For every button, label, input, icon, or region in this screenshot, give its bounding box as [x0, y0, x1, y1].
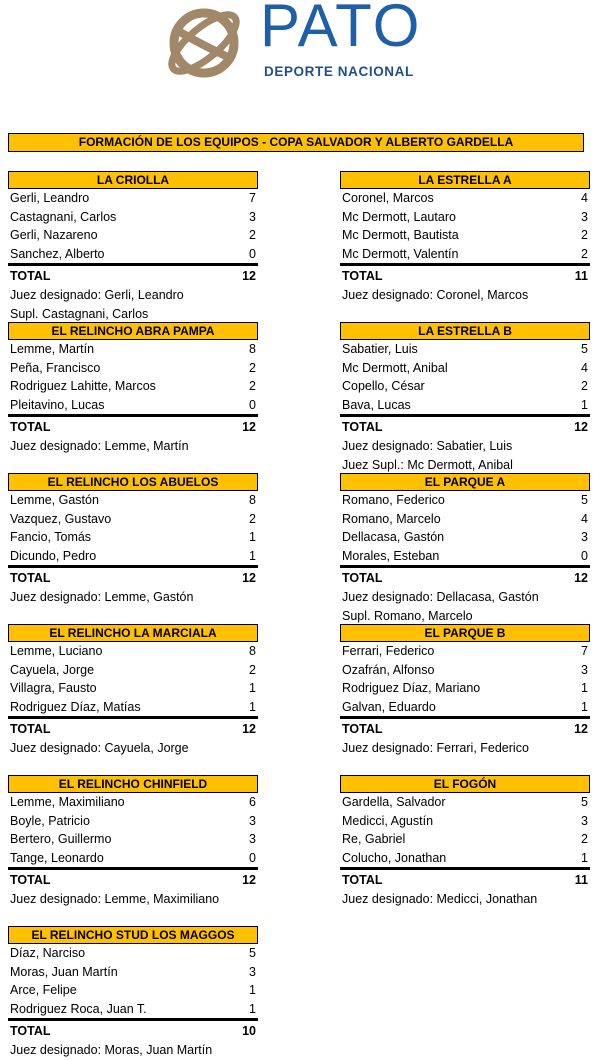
player-name: Morales, Esteban	[342, 548, 440, 563]
player-name: Tange, Leonardo	[10, 850, 104, 865]
player-value: 3	[581, 209, 588, 224]
total-label: TOTAL	[10, 1024, 51, 1039]
player-row	[340, 793, 590, 812]
substitute-note: Supl. Castagnani, Carlos	[10, 306, 149, 321]
player-name: Arce, Felipe	[10, 983, 77, 998]
player-value: 3	[581, 530, 588, 545]
total-label: TOTAL	[10, 873, 51, 888]
player-value: 7	[581, 644, 588, 658]
player-name: Colucho, Jonathan	[342, 850, 447, 865]
player-value: 3	[249, 813, 256, 828]
player-value: 3	[249, 964, 256, 979]
player-name: Lemme, Gastón	[10, 493, 99, 507]
judge-note: Juez designado: Dellacasa, Gastón	[342, 590, 539, 605]
judge-note: Juez designado: Medicci, Jonathan	[342, 892, 538, 907]
player-name: Gerli, Nazareno	[10, 228, 98, 243]
total-value: 12	[242, 873, 256, 888]
player-row	[8, 226, 258, 245]
player-row	[8, 510, 258, 529]
player-row	[8, 793, 258, 812]
player-value: 2	[581, 246, 588, 261]
player-value: 1	[249, 983, 256, 998]
page-title: FORMACIÓN DE LOS EQUIPOS - COPA SALVADOR Y ALBERTO GARDELLA	[8, 133, 584, 152]
player-row	[340, 661, 590, 680]
team-name: EL RELINCHO LA MARCIALA	[8, 624, 258, 642]
player-value: 1	[581, 681, 588, 696]
player-row	[8, 396, 258, 418]
player-row	[8, 812, 258, 831]
player-row	[340, 812, 590, 831]
judge-note: Juez designado: Cayuela, Jorge	[10, 741, 189, 756]
total-value: 12	[242, 269, 256, 284]
player-row	[340, 830, 590, 849]
team-name: LA ESTRELLA B	[340, 322, 590, 340]
player-row	[8, 642, 258, 661]
player-name: Lemme, Maximiliano	[10, 795, 125, 809]
player-value: 2	[249, 511, 256, 526]
player-row	[340, 510, 590, 529]
total-row	[8, 568, 258, 588]
player-value: 6	[249, 795, 256, 809]
player-value: 1	[581, 850, 588, 865]
team-el-relincho-abra-pampa	[8, 322, 258, 456]
player-value: 3	[581, 662, 588, 677]
player-name: Cayuela, Jorge	[10, 662, 95, 677]
total-row	[8, 1021, 258, 1041]
player-value: 8	[249, 493, 256, 507]
player-value: 1	[249, 530, 256, 545]
player-value: 2	[249, 662, 256, 677]
player-value: 0	[249, 850, 256, 865]
substitute-note: Supl. Romano, Marcelo	[342, 608, 473, 623]
player-row	[340, 642, 590, 661]
player-value: 1	[249, 548, 256, 563]
total-row	[340, 870, 590, 890]
player-row	[8, 491, 258, 510]
total-label: TOTAL	[342, 571, 383, 586]
player-name: Medicci, Agustín	[342, 813, 434, 828]
team-el-relincho-los-abuelos	[8, 473, 258, 607]
player-value: 5	[249, 946, 256, 960]
total-label: TOTAL	[10, 722, 51, 737]
player-row	[340, 396, 590, 418]
player-name: Ferrari, Federico	[342, 644, 435, 658]
player-value: 2	[581, 228, 588, 243]
total-value: 11	[574, 873, 588, 888]
total-label: TOTAL	[342, 722, 383, 737]
player-name: Gerli, Leandro	[10, 191, 90, 205]
player-name: Galvan, Eduardo	[342, 699, 436, 714]
player-value: 1	[581, 699, 588, 714]
player-name: Ozafrán, Alfonso	[342, 662, 435, 677]
player-row	[8, 340, 258, 359]
total-row	[8, 870, 258, 890]
total-row	[8, 266, 258, 286]
player-name: Mc Dermott, Lautaro	[342, 209, 456, 224]
team-name: EL PARQUE B	[340, 624, 590, 642]
total-value: 12	[242, 571, 256, 586]
team-el-relincho-la-marciala	[8, 624, 258, 758]
player-name: Copello, César	[342, 379, 425, 394]
judge-note: Juez designado: Sabatier, Luis	[342, 439, 513, 454]
judge-note: Juez designado: Coronel, Marcos	[342, 288, 529, 303]
player-row	[340, 849, 590, 871]
total-label: TOTAL	[10, 571, 51, 586]
total-label: TOTAL	[342, 420, 383, 435]
judge-note: Juez designado: Lemme, Martín	[10, 439, 189, 454]
player-value: 2	[249, 360, 256, 375]
player-row	[340, 245, 590, 267]
player-name: Moras, Juan Martín	[10, 964, 118, 979]
team-la-estrella-b	[340, 322, 590, 475]
player-name: Coronel, Marcos	[342, 191, 434, 205]
player-value: 5	[581, 795, 588, 809]
player-value: 1	[249, 699, 256, 714]
team-la-estrella-a	[340, 171, 590, 305]
player-row	[8, 528, 258, 547]
team-name: EL FOGÓN	[340, 775, 590, 793]
player-value: 2	[581, 832, 588, 847]
player-name: Sanchez, Alberto	[10, 246, 105, 261]
judge-note: Juez designado: Ferrari, Federico	[342, 741, 529, 756]
team-name: EL RELINCHO CHINFIELD	[8, 775, 258, 793]
player-value: 4	[581, 191, 588, 205]
player-row	[8, 359, 258, 378]
player-name: Re, Gabriel	[342, 832, 406, 847]
player-name: Rodriguez Díaz, Matías	[10, 699, 141, 714]
player-row	[8, 944, 258, 963]
total-row	[8, 417, 258, 437]
player-row	[8, 849, 258, 871]
team-el-fogon	[340, 775, 590, 909]
pato-ball-icon	[160, 2, 250, 84]
team-el-relincho-chinfield	[8, 775, 258, 909]
player-row	[340, 359, 590, 378]
logo-word: PATO	[260, 0, 422, 59]
player-row	[8, 981, 258, 1000]
player-value: 4	[581, 360, 588, 375]
player-name: Villagra, Fausto	[10, 681, 97, 696]
player-row	[340, 491, 590, 510]
total-value: 12	[574, 420, 588, 435]
player-row	[8, 963, 258, 982]
player-name: Romano, Federico	[342, 493, 445, 507]
player-value: 2	[249, 379, 256, 394]
team-name: LA ESTRELLA A	[340, 171, 590, 189]
player-row	[8, 208, 258, 227]
player-row	[8, 547, 258, 569]
total-value: 12	[574, 722, 588, 737]
player-row	[8, 377, 258, 396]
player-row	[8, 698, 258, 720]
player-name: Romano, Marcelo	[342, 511, 441, 526]
player-name: Bava, Lucas	[342, 397, 411, 412]
player-value: 2	[581, 379, 588, 394]
player-name: Gardella, Salvador	[342, 795, 446, 809]
player-row	[8, 1000, 258, 1022]
player-name: Bertero, Guillermo	[10, 832, 112, 847]
team-name: EL RELINCHO STUD LOS MAGGOS	[8, 926, 258, 944]
player-row	[8, 830, 258, 849]
team-name: EL PARQUE A	[340, 473, 590, 491]
total-row	[340, 719, 590, 739]
player-name: Díaz, Narciso	[10, 946, 86, 960]
player-value: 7	[249, 191, 256, 205]
total-label: TOTAL	[10, 420, 51, 435]
judge-note: Juez designado: Lemme, Gastón	[10, 590, 194, 605]
player-name: Mc Dermott, Anibal	[342, 360, 448, 375]
total-value: 12	[574, 571, 588, 586]
team-el-relincho-stud-los-maggos	[8, 926, 258, 1060]
player-name: Boyle, Patricio	[10, 813, 90, 828]
total-row	[8, 719, 258, 739]
player-value: 5	[581, 493, 588, 507]
player-value: 3	[581, 813, 588, 828]
player-row	[340, 698, 590, 720]
player-row	[8, 245, 258, 267]
player-value: 2	[249, 228, 256, 243]
total-value: 11	[574, 269, 588, 284]
player-value: 1	[249, 1001, 256, 1016]
player-name: Pleitavino, Lucas	[10, 397, 105, 412]
player-row	[8, 661, 258, 680]
player-name: Dellacasa, Gastón	[342, 530, 445, 545]
player-name: Rodriguez Lahitte, Marcos	[10, 379, 156, 394]
judge-note: Juez designado: Moras, Juan Martín	[10, 1043, 213, 1058]
player-value: 3	[249, 832, 256, 847]
player-row	[340, 528, 590, 547]
total-value: 10	[242, 1024, 256, 1039]
team-el-parque-a	[340, 473, 590, 626]
substitute-note: Juez Supl.: Mc Dermott, Anibal	[342, 457, 513, 472]
player-value: 3	[249, 209, 256, 224]
player-value: 1	[249, 681, 256, 696]
total-label: TOTAL	[342, 269, 383, 284]
total-label: TOTAL	[10, 269, 51, 284]
logo	[160, 2, 460, 84]
team-la-criolla	[8, 171, 258, 324]
player-name: Sabatier, Luis	[342, 342, 418, 356]
player-name: Rodriguez Roca, Juan T.	[10, 1001, 147, 1016]
total-value: 12	[242, 722, 256, 737]
player-value: 0	[249, 397, 256, 412]
player-row	[340, 226, 590, 245]
player-name: Peña, Francisco	[10, 360, 101, 375]
total-value: 12	[242, 420, 256, 435]
total-row	[340, 417, 590, 437]
player-name: Lemme, Luciano	[10, 644, 103, 658]
player-row	[340, 679, 590, 698]
player-name: Vazquez, Gustavo	[10, 511, 112, 526]
judge-note: Juez designado: Gerli, Leandro	[10, 288, 184, 303]
player-name: Rodriguez Díaz, Mariano	[342, 681, 481, 696]
player-name: Dicundo, Pedro	[10, 548, 97, 563]
player-value: 4	[581, 511, 588, 526]
player-row	[340, 377, 590, 396]
player-name: Castagnani, Carlos	[10, 209, 117, 224]
player-row	[340, 208, 590, 227]
player-value: 8	[249, 644, 256, 658]
player-row	[340, 189, 590, 208]
player-row	[8, 679, 258, 698]
team-name: EL RELINCHO LOS ABUELOS	[8, 473, 258, 491]
total-row	[340, 266, 590, 286]
player-name: Lemme, Martín	[10, 342, 95, 356]
player-row	[340, 547, 590, 569]
player-row	[340, 340, 590, 359]
player-row	[8, 189, 258, 208]
player-name: Fancio, Tomás	[10, 530, 92, 545]
player-value: 5	[581, 342, 588, 356]
player-value: 0	[581, 548, 588, 563]
logo-subtitle: DEPORTE NACIONAL	[264, 64, 414, 79]
team-el-parque-b	[340, 624, 590, 758]
team-name: LA CRIOLLA	[8, 171, 258, 189]
player-value: 0	[249, 246, 256, 261]
total-label: TOTAL	[342, 873, 383, 888]
total-row	[340, 568, 590, 588]
player-name: Mc Dermott, Bautista	[342, 228, 459, 243]
team-name: EL RELINCHO ABRA PAMPA	[8, 322, 258, 340]
player-value: 1	[581, 397, 588, 412]
player-value: 8	[249, 342, 256, 356]
judge-note: Juez designado: Lemme, Maximiliano	[10, 892, 220, 907]
player-name: Mc Dermott, Valentín	[342, 246, 459, 261]
